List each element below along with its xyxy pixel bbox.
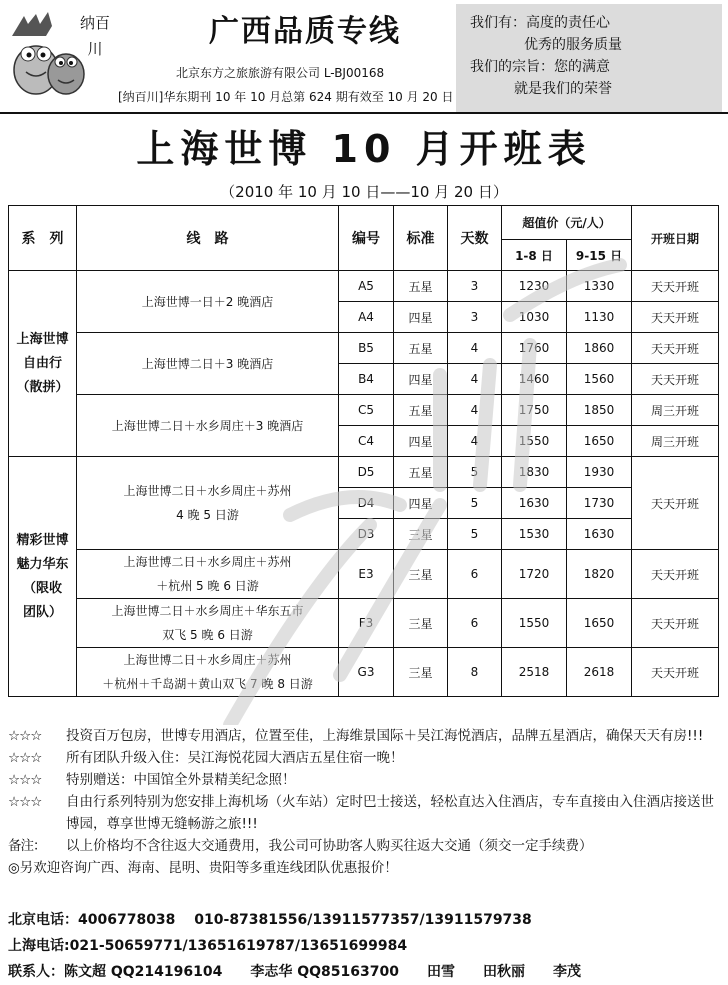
shanghai-phone: 上海电话:021-50659771/13651619787/13651699984 [8, 938, 408, 954]
code-cell: D4 [339, 488, 394, 519]
route-cell [77, 395, 339, 457]
issue-info: [纳百川]华东期刊 10 年 10 月总第 624 期有效至 10 月 20 日 [118, 90, 454, 104]
standard-cell: 五星 [394, 395, 448, 426]
contact-section [8, 907, 722, 985]
code-cell: F3 [339, 599, 394, 648]
price2-cell: 1330 [567, 271, 632, 302]
code-cell: C4 [339, 426, 394, 457]
standard-cell: 五星 [394, 457, 448, 488]
brand-name: 纳百川 [80, 14, 111, 58]
header-price: 超值价（元/人） [502, 206, 632, 240]
code-cell: B4 [339, 364, 394, 395]
motto-line: 优秀的服务质量 [524, 37, 622, 53]
days-cell: 3 [448, 271, 502, 302]
price2-cell: 1850 [567, 395, 632, 426]
code-cell: D5 [339, 457, 394, 488]
route-cell [77, 457, 339, 550]
price1-cell: 1720 [502, 550, 567, 599]
days-cell: 5 [448, 488, 502, 519]
route-line: 上海世博二日＋3 晚酒店 [141, 356, 274, 371]
price1-cell: 1230 [502, 271, 567, 302]
table-header-row [9, 206, 719, 240]
series-line: 上海世博 [16, 331, 69, 347]
departure-cell: 天天开班 [632, 271, 719, 302]
star-marker: ☆☆☆ [8, 728, 42, 744]
price1-cell: 1460 [502, 364, 567, 395]
code-cell: G3 [339, 648, 394, 697]
route-line: 上海世博二日＋水乡周庄＋苏州 [123, 484, 292, 498]
departure-cell: 天天开班 [632, 457, 719, 550]
route-line: 上海世博二日＋水乡周庄＋苏州 [123, 653, 292, 667]
price2-cell: 1650 [567, 426, 632, 457]
price2-cell: 1930 [567, 457, 632, 488]
table-row [9, 333, 719, 364]
price2-cell: 1630 [567, 519, 632, 550]
departure-cell: 天天开班 [632, 550, 719, 599]
header-days: 天数 [448, 206, 502, 271]
note-text: ◎另欢迎咨询广西、海南、昆明、贵阳等多重连线团队优惠报价！ [8, 860, 398, 876]
price1-cell: 1750 [502, 395, 567, 426]
days-cell: 6 [448, 550, 502, 599]
notes-section [8, 725, 722, 879]
table-row [9, 599, 719, 648]
series-cell [9, 457, 77, 697]
days-cell: 4 [448, 426, 502, 457]
days-cell: 4 [448, 333, 502, 364]
standard-cell: 三星 [394, 599, 448, 648]
motto-line: 我们有：高度的责任心 [470, 15, 610, 31]
price1-cell: 1550 [502, 426, 567, 457]
header-series: 系 列 [9, 206, 77, 271]
route-cell [77, 271, 339, 333]
note-item [8, 791, 722, 835]
slogan: 广西品质专线 [209, 14, 401, 49]
header-divider [0, 112, 728, 114]
days-cell: 3 [448, 302, 502, 333]
note-text: 自由行系列特别为您安排上海机场（火车站）定时巴士接送，轻松直达入住酒店，专车直接由入住酒店接送世博园，尊享世博无缝畅游之旅!!! [66, 794, 714, 832]
price1-cell: 1830 [502, 457, 567, 488]
standard-cell: 四星 [394, 488, 448, 519]
departure-cell: 周三开班 [632, 395, 719, 426]
series-line: 魅力华东 [16, 556, 69, 572]
date-range: （2010 年 10 月 10 日——10 月 20 日） [220, 183, 508, 201]
remark-label: 备注： [8, 838, 46, 854]
route-cell [77, 333, 339, 395]
standard-cell: 四星 [394, 364, 448, 395]
price2-cell: 1730 [567, 488, 632, 519]
route-line: 上海世博二日＋水乡周庄＋3 晚酒店 [111, 418, 304, 433]
price2-cell: 2618 [567, 648, 632, 697]
motto-box [456, 4, 722, 114]
header-route: 线 路 [77, 206, 339, 271]
note-text: 特别赠送：中国馆全外景精美纪念照！ [66, 772, 296, 788]
contact-people: 联系人：陈文超 QQ214196104 李志华 QQ85163700 田雪 田秋丽 李茂 [8, 964, 581, 980]
price2-cell: 1860 [567, 333, 632, 364]
route-line: 4 晚 5 日游 [176, 508, 239, 522]
route-line: ＋杭州＋千岛湖＋黄山双飞 7 晚 8 日游 [102, 677, 313, 691]
header-price-1-8: 1-8 日 [502, 240, 567, 271]
price1-cell: 1530 [502, 519, 567, 550]
price2-cell: 1650 [567, 599, 632, 648]
departure-cell: 天天开班 [632, 599, 719, 648]
note-item [8, 725, 722, 747]
standard-cell: 四星 [394, 426, 448, 457]
note-item [8, 835, 722, 857]
note-text: 所有团队升级入住：吴江海悦花园大酒店五星住宿一晚！ [66, 750, 404, 766]
days-cell: 4 [448, 364, 502, 395]
price1-cell: 1550 [502, 599, 567, 648]
route-cell [77, 599, 339, 648]
standard-cell: 三星 [394, 550, 448, 599]
departure-cell: 天天开班 [632, 364, 719, 395]
route-cell [77, 550, 339, 599]
table-row [9, 648, 719, 697]
route-line: ＋杭州 5 晚 6 日游 [156, 579, 259, 593]
note-item [8, 769, 722, 791]
code-cell: E3 [339, 550, 394, 599]
code-cell: D3 [339, 519, 394, 550]
series-line: 精彩世博 [16, 532, 69, 548]
series-line: 团队） [22, 604, 62, 620]
standard-cell: 三星 [394, 519, 448, 550]
days-cell: 5 [448, 519, 502, 550]
departure-cell: 周三开班 [632, 426, 719, 457]
code-cell: B5 [339, 333, 394, 364]
star-marker: ☆☆☆ [8, 750, 42, 766]
header-code: 编号 [339, 206, 394, 271]
price2-cell: 1130 [567, 302, 632, 333]
note-item [8, 857, 722, 879]
standard-cell: 五星 [394, 333, 448, 364]
departure-cell: 天天开班 [632, 302, 719, 333]
days-cell: 6 [448, 599, 502, 648]
price1-cell: 2518 [502, 648, 567, 697]
price1-cell: 1030 [502, 302, 567, 333]
table-row [9, 395, 719, 426]
header-standard: 标准 [394, 206, 448, 271]
route-line: 上海世博二日＋水乡周庄＋华东五市 [111, 604, 304, 618]
motto-line: 我们的宗旨：您的满意 [470, 59, 610, 75]
note-text: 以上价格均不含往返大交通费用，我公司可协助客人购买往返大交通（须交一定手续费） [66, 838, 593, 854]
table-row [9, 271, 719, 302]
table-row [9, 457, 719, 488]
price1-cell: 1630 [502, 488, 567, 519]
schedule-table [8, 205, 719, 697]
star-marker: ☆☆☆ [8, 794, 42, 810]
price2-cell: 1820 [567, 550, 632, 599]
series-cell [9, 271, 77, 457]
departure-cell: 天天开班 [632, 648, 719, 697]
series-line: （限收 [22, 580, 62, 596]
standard-cell: 五星 [394, 271, 448, 302]
header-price-9-15: 9-15 日 [567, 240, 632, 271]
days-cell: 4 [448, 395, 502, 426]
days-cell: 5 [448, 457, 502, 488]
route-cell [77, 648, 339, 697]
note-text: 投资百万包房，世博专用酒店，位置至佳，上海维景国际＋吴江海悦酒店，品牌五星酒店，确保天天有房!!! [66, 728, 704, 744]
price1-cell: 1760 [502, 333, 567, 364]
header-departure: 开班日期 [632, 206, 719, 271]
route-line: 双飞 5 晚 6 日游 [162, 628, 253, 642]
note-item [8, 747, 722, 769]
series-line: （散拼） [16, 379, 69, 395]
page-title: 上海世博 10 月开班表 [136, 127, 592, 171]
code-cell: C5 [339, 395, 394, 426]
beijing-phone: 北京电话：4006778038 010-87381556/13911577357/13911579738 [8, 912, 532, 928]
code-cell: A5 [339, 271, 394, 302]
standard-cell: 三星 [394, 648, 448, 697]
star-marker: ☆☆☆ [8, 772, 42, 788]
table-row [9, 550, 719, 599]
code-cell: A4 [339, 302, 394, 333]
series-line: 自由行 [22, 355, 62, 371]
company-license: 北京东方之旅旅游有限公司 L-BJ00168 [176, 66, 385, 80]
route-line: 上海世博一日＋2 晚酒店 [141, 294, 274, 309]
departure-cell: 天天开班 [632, 333, 719, 364]
price2-cell: 1560 [567, 364, 632, 395]
route-line: 上海世博二日＋水乡周庄＋苏州 [123, 555, 292, 569]
standard-cell: 四星 [394, 302, 448, 333]
days-cell: 8 [448, 648, 502, 697]
motto-line: 就是我们的荣誉 [514, 81, 612, 97]
